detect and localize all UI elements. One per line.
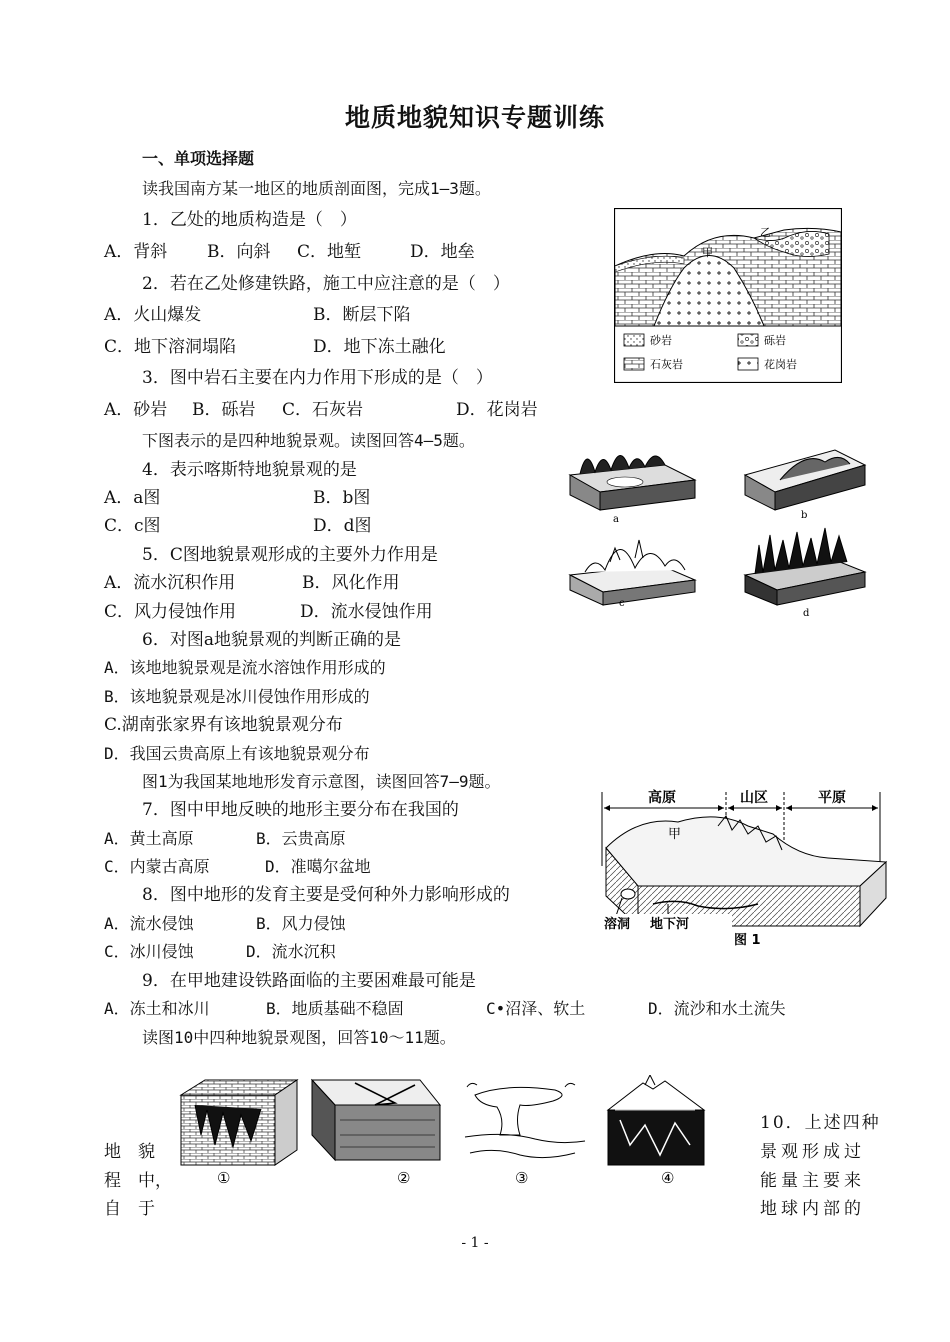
label-plain: 平原 bbox=[818, 790, 846, 806]
q6-option-c: C.湖南张家界有该地貌景观分布 bbox=[104, 715, 343, 735]
q8-option-d: D．流水沉积 bbox=[246, 942, 336, 961]
q5-option-a: A．流水沉积作用 bbox=[104, 573, 236, 593]
label-4: ④ bbox=[661, 1169, 675, 1187]
q9-option-a: A．冻土和冰川 bbox=[104, 999, 210, 1018]
q10-right-line2: 景观形成过 bbox=[760, 1142, 865, 1162]
four-landforms-figure bbox=[565, 440, 875, 620]
q1-option-c: C．地堑 bbox=[297, 242, 362, 262]
q2-option-b: B．断层下陷 bbox=[313, 305, 411, 325]
q10-left-line1: 地 貌 bbox=[104, 1142, 155, 1162]
q3-option-a: A．砂岩 bbox=[104, 400, 168, 420]
q8-option-b: B．风力侵蚀 bbox=[256, 914, 346, 933]
intro-q1-3: 读我国南方某一地区的地质剖面图，完成1—3题。 bbox=[142, 179, 491, 198]
q1-option-d: D．地垒 bbox=[410, 242, 475, 262]
figure-1-terrain bbox=[598, 786, 888, 948]
figure-10-landforms bbox=[175, 1075, 755, 1195]
q2-option-c: C．地下溶洞塌陷 bbox=[104, 337, 237, 357]
label-jia: 甲 bbox=[702, 246, 713, 259]
q9-option-b: B．地质基础不稳固 bbox=[266, 999, 404, 1018]
intro-q4-5: 下图表示的是四种地貌景观。读图回答4—5题。 bbox=[142, 431, 475, 450]
q5-option-b: B．风化作用 bbox=[302, 573, 400, 593]
label-fig1-jia: 甲 bbox=[668, 827, 682, 842]
q3-option-b: B．砾岩 bbox=[192, 400, 256, 420]
landform-c-block bbox=[570, 540, 695, 605]
q8-stem: 8．图中地形的发育主要是受何种外力影响形成的 bbox=[142, 885, 510, 905]
legend-conglomerate: 砾岩 bbox=[764, 334, 786, 347]
legend-granite: 花岗岩 bbox=[764, 358, 797, 371]
label-1: ① bbox=[217, 1169, 231, 1187]
intro-q10-11: 读图10中四种地貌景观图，回答10～11题。 bbox=[142, 1028, 456, 1047]
q1-option-a: A．背斜 bbox=[104, 242, 168, 262]
q6-stem: 6．对图a地貌景观的判断正确的是 bbox=[142, 630, 401, 650]
landform-4-block bbox=[608, 1075, 704, 1165]
page-number: - 1 - bbox=[461, 1235, 489, 1251]
landform-2-block bbox=[312, 1080, 440, 1160]
q10-left-line3: 自 于 bbox=[104, 1199, 155, 1219]
q1-stem: 1．乙处的地质构造是（ ） bbox=[142, 210, 357, 230]
label-d: d bbox=[803, 608, 810, 619]
q4-option-d: D．d图 bbox=[313, 516, 372, 536]
q3-stem: 3．图中岩石主要在内力作用下形成的是（ ） bbox=[142, 368, 493, 388]
q7-option-d: D．准噶尔盆地 bbox=[265, 857, 371, 876]
q4-stem: 4．表示喀斯特地貌景观的是 bbox=[142, 460, 357, 480]
label-yi: 乙 bbox=[760, 226, 771, 239]
q7-stem: 7．图中甲地反映的地形主要分布在我国的 bbox=[142, 800, 459, 820]
landform-1-block bbox=[181, 1080, 297, 1165]
landform-b-block bbox=[745, 450, 865, 510]
q8-option-c: C．冰川侵蚀 bbox=[104, 942, 194, 961]
q6-option-a: A．该地地貌景观是流水溶蚀作用形成的 bbox=[104, 658, 386, 677]
label-underground-river: 地下河 bbox=[650, 917, 690, 932]
label-cave: 溶洞 bbox=[604, 917, 631, 932]
q5-option-d: D．流水侵蚀作用 bbox=[300, 602, 433, 622]
q5-option-c: C．风力侵蚀作用 bbox=[104, 602, 237, 622]
q3-option-c: C．石灰岩 bbox=[282, 400, 364, 420]
geologic-section-figure bbox=[614, 208, 842, 383]
label-2: ② bbox=[397, 1169, 411, 1187]
label-3: ③ bbox=[515, 1169, 529, 1187]
label-mountain: 山区 bbox=[740, 790, 768, 806]
q4-option-a: A．a图 bbox=[104, 488, 161, 508]
q3-option-d: D．花岗岩 bbox=[456, 400, 538, 420]
intro-q7-9: 图1为我国某地地形发育示意图，读图回答7—9题。 bbox=[142, 772, 501, 791]
legend-limestone: 石灰岩 bbox=[650, 358, 683, 371]
q8-option-a: A．流水侵蚀 bbox=[104, 914, 194, 933]
landform-3-sketch bbox=[465, 1083, 585, 1157]
q4-option-c: C．c图 bbox=[104, 516, 161, 536]
page-title: 地质地貌知识专题训练 bbox=[344, 103, 605, 132]
q10-right-line1: 10．上述四种 bbox=[760, 1113, 881, 1133]
q6-option-d: D．我国云贵高原上有该地貌景观分布 bbox=[104, 744, 370, 763]
q1-option-b: B．向斜 bbox=[207, 242, 271, 262]
q6-option-b: B．该地貌景观是冰川侵蚀作用形成的 bbox=[104, 687, 370, 706]
q10-left-line2: 程 中， bbox=[104, 1171, 172, 1191]
section-heading: 一、单项选择题 bbox=[142, 149, 255, 168]
label-a: a bbox=[613, 514, 619, 525]
q10-right-line4: 地球内部的 bbox=[760, 1199, 865, 1219]
label-b: b bbox=[801, 510, 808, 521]
q9-stem: 9．在甲地建设铁路面临的主要困难最可能是 bbox=[142, 971, 476, 991]
label-c: c bbox=[619, 598, 625, 609]
q2-option-d: D．地下冻土融化 bbox=[313, 337, 446, 357]
landform-a-block bbox=[570, 455, 695, 510]
q9-option-d: D．流沙和水土流失 bbox=[648, 999, 786, 1018]
q2-stem: 2．若在乙处修建铁路，施工中应注意的是（ ） bbox=[142, 274, 510, 294]
q5-stem: 5．C图地貌景观形成的主要外力作用是 bbox=[142, 545, 438, 565]
landform-d-block bbox=[745, 528, 865, 605]
q2-option-a: A．火山爆发 bbox=[104, 305, 202, 325]
q7-option-a: A．黄土高原 bbox=[104, 829, 194, 848]
q7-option-c: C．内蒙古高原 bbox=[104, 857, 210, 876]
label-plateau: 高原 bbox=[648, 790, 676, 806]
legend-sandstone: 砂岩 bbox=[650, 334, 672, 347]
q10-right-line3: 能量主要来 bbox=[760, 1171, 865, 1191]
q7-option-b: B．云贵高原 bbox=[256, 829, 346, 848]
figure-caption: 图 1 bbox=[734, 933, 761, 948]
q4-option-b: B．b图 bbox=[313, 488, 371, 508]
q9-option-c: C•沼泽、软土 bbox=[486, 999, 586, 1018]
